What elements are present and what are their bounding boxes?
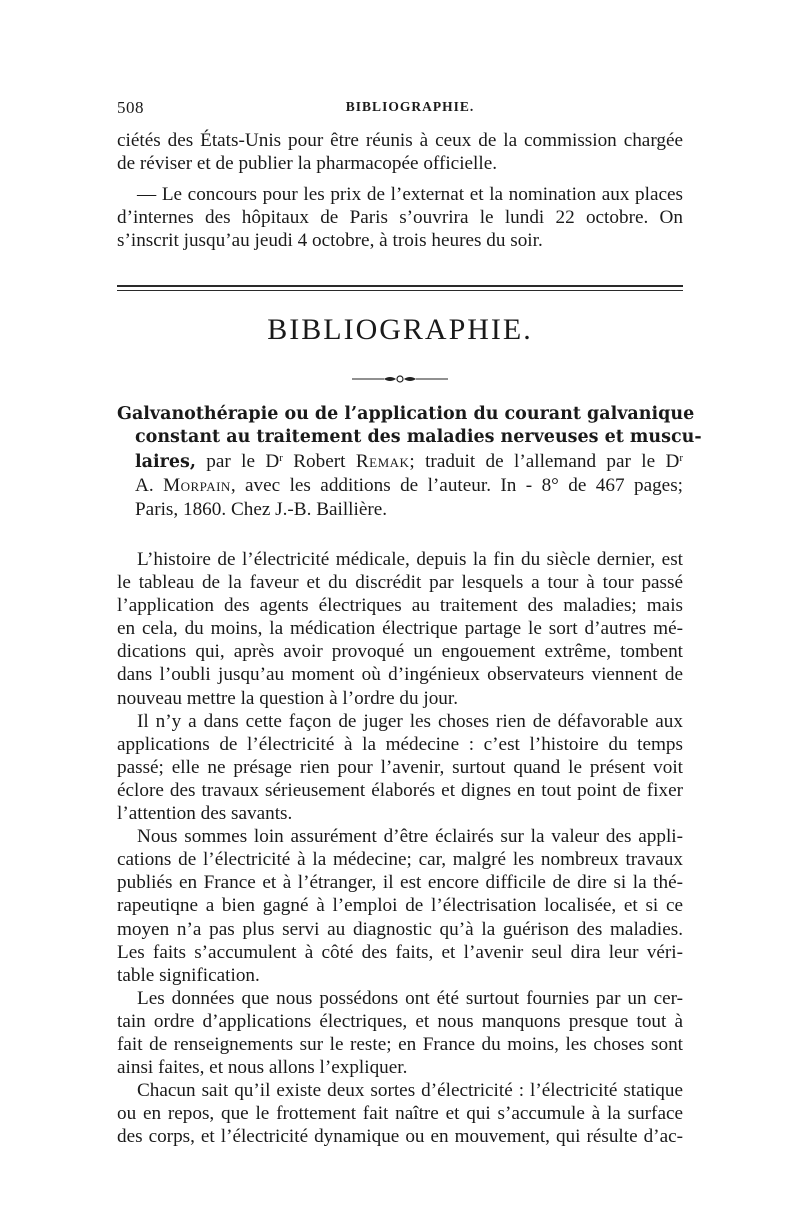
text-line: Il n’y a dans cette façon de juger les choses rien de défavorable aux: [137, 710, 683, 732]
paragraph: [117, 548, 683, 710]
text-line: en cela, du moins, la médication électrique partage le sort d’autres mé-: [117, 618, 683, 640]
translator-name: Morpain: [163, 475, 231, 497]
text-line: L’histoire de l’électricité médicale, depuis la fin du siècle dernier, est: [137, 549, 683, 570]
text-line: le tableau de la faveur et du discrédit par lesquels a tour à tour passé: [117, 572, 683, 594]
text-line: rapeutiqne a bien gagné à l’emploi de l’électrisation localisée, et si ce: [117, 895, 683, 917]
text-line: dans l’oubli jusqu’au moment où d’ingénieux observateurs viennent de: [117, 664, 683, 686]
paragraph: [117, 183, 683, 252]
running-title: BIBLIOGRAPHIE.: [345, 99, 475, 114]
superscript: r: [279, 451, 283, 464]
text-line: des corps, et l’électricité dynamique ou en mouvement, qui résulte d’ac-: [117, 1126, 683, 1148]
book-entry: [117, 403, 702, 521]
text-fragment: par le D: [195, 450, 280, 472]
book-title-line: Galvanothérapie ou de l’application du courant galvanique: [117, 404, 695, 424]
book-title-line: constant au traitement des maladies nerveuses et muscu-: [135, 427, 702, 448]
book-entry-line: [117, 474, 683, 497]
text-line: — Le concours pour les prix de l’externat et la nomination aux places: [137, 184, 683, 206]
book-entry-line: Paris, 1860. Chez J.-B. Baillière.: [135, 498, 388, 520]
paragraph: [117, 129, 683, 175]
text-line: Les faits s’accumulent à côté des faits, et l’avenir seul dira leur véri-: [117, 941, 683, 963]
page-number: 508: [117, 98, 144, 117]
text-line: publiés en France et à l’étranger, il est encore difficile de dire si la thé-: [117, 872, 683, 894]
text-line: s’inscrit jusqu’au jeudi 4 octobre, à trois heures du soir.: [117, 230, 543, 252]
section-title: BIBLIOGRAPHIE.: [267, 313, 533, 346]
superscript: r: [679, 451, 683, 464]
top-text: [117, 129, 683, 252]
text-line: ainsi faites, et nous allons l’expliquer.: [117, 1057, 408, 1079]
text-line: de réviser et de publier la pharmacopée officielle.: [117, 153, 498, 175]
paragraph: [117, 710, 683, 825]
text-line: moyen n’a pas plus servi au diagnostic qu’à la guérison des maladies.: [117, 918, 683, 940]
paragraph: [117, 825, 683, 987]
text-line: fait de renseignements sur le reste; en France du moins, les choses sont: [117, 1033, 683, 1055]
text-line: cations de l’électricité à la médecine; car, malgré les nombreux travaux: [117, 849, 683, 871]
text-line: dications qui, après avoir provoqué un engouement extrême, tombent: [117, 641, 683, 663]
book-title-fragment: laires,: [135, 451, 196, 472]
text-line: ou en repos, que le frottement fait naître et qui s’accumule à la surface: [117, 1103, 683, 1125]
paragraph: [117, 987, 683, 1079]
text-line: l’attention des savants.: [117, 803, 293, 825]
author-name: Remak: [355, 450, 410, 472]
book-entry-line: [117, 450, 683, 474]
text-line: éclore des travaux sérieusement élaborés et dignes en tout point de fixer: [117, 779, 683, 801]
decorative-rule-ornament-icon: [350, 373, 450, 385]
text-line: applications de l’électricité à la médecine : c’est l’histoire du temps: [117, 733, 683, 755]
text-fragment: A.: [135, 475, 164, 497]
text-line: nouveau mettre la question à l’ordre du jour.: [117, 687, 459, 709]
text-line: table signification.: [117, 964, 260, 986]
text-line: Nous sommes loin assurément d’être éclairés sur la valeur des appli-: [137, 826, 683, 848]
body-text: [117, 548, 683, 1148]
text-line: l’application des agents électriques au traitement des maladies; mais: [117, 595, 683, 617]
text-line: ciétés des États-Unis pour être réunis à ceux de la commission chargée: [117, 130, 683, 151]
text-line: tain ordre d’applications électriques, et nous manquons presque tout à: [117, 1010, 683, 1032]
text-line: Les données que nous possédons ont été surtout fournies par un cer-: [137, 987, 683, 1009]
text-line: passé; elle ne présage rien pour l’avenir, surtout quand le présent voit: [117, 756, 683, 778]
text-line: d’internes des hôpitaux de Paris s’ouvrira le lundi 22 octobre. On: [117, 207, 683, 229]
text-fragment: , avec les additions de l’auteur. In - 8° de 467 pages;: [230, 475, 683, 497]
text-line: Chacun sait qu’il existe deux sortes d’électricité : l’électricité statique: [137, 1080, 683, 1102]
double-rule-divider: [117, 285, 683, 292]
paragraph: [117, 1079, 683, 1148]
text-fragment: ; traduit de l’allemand par le D: [409, 450, 680, 472]
running-head: [117, 98, 683, 120]
text-fragment: Robert: [282, 450, 356, 472]
